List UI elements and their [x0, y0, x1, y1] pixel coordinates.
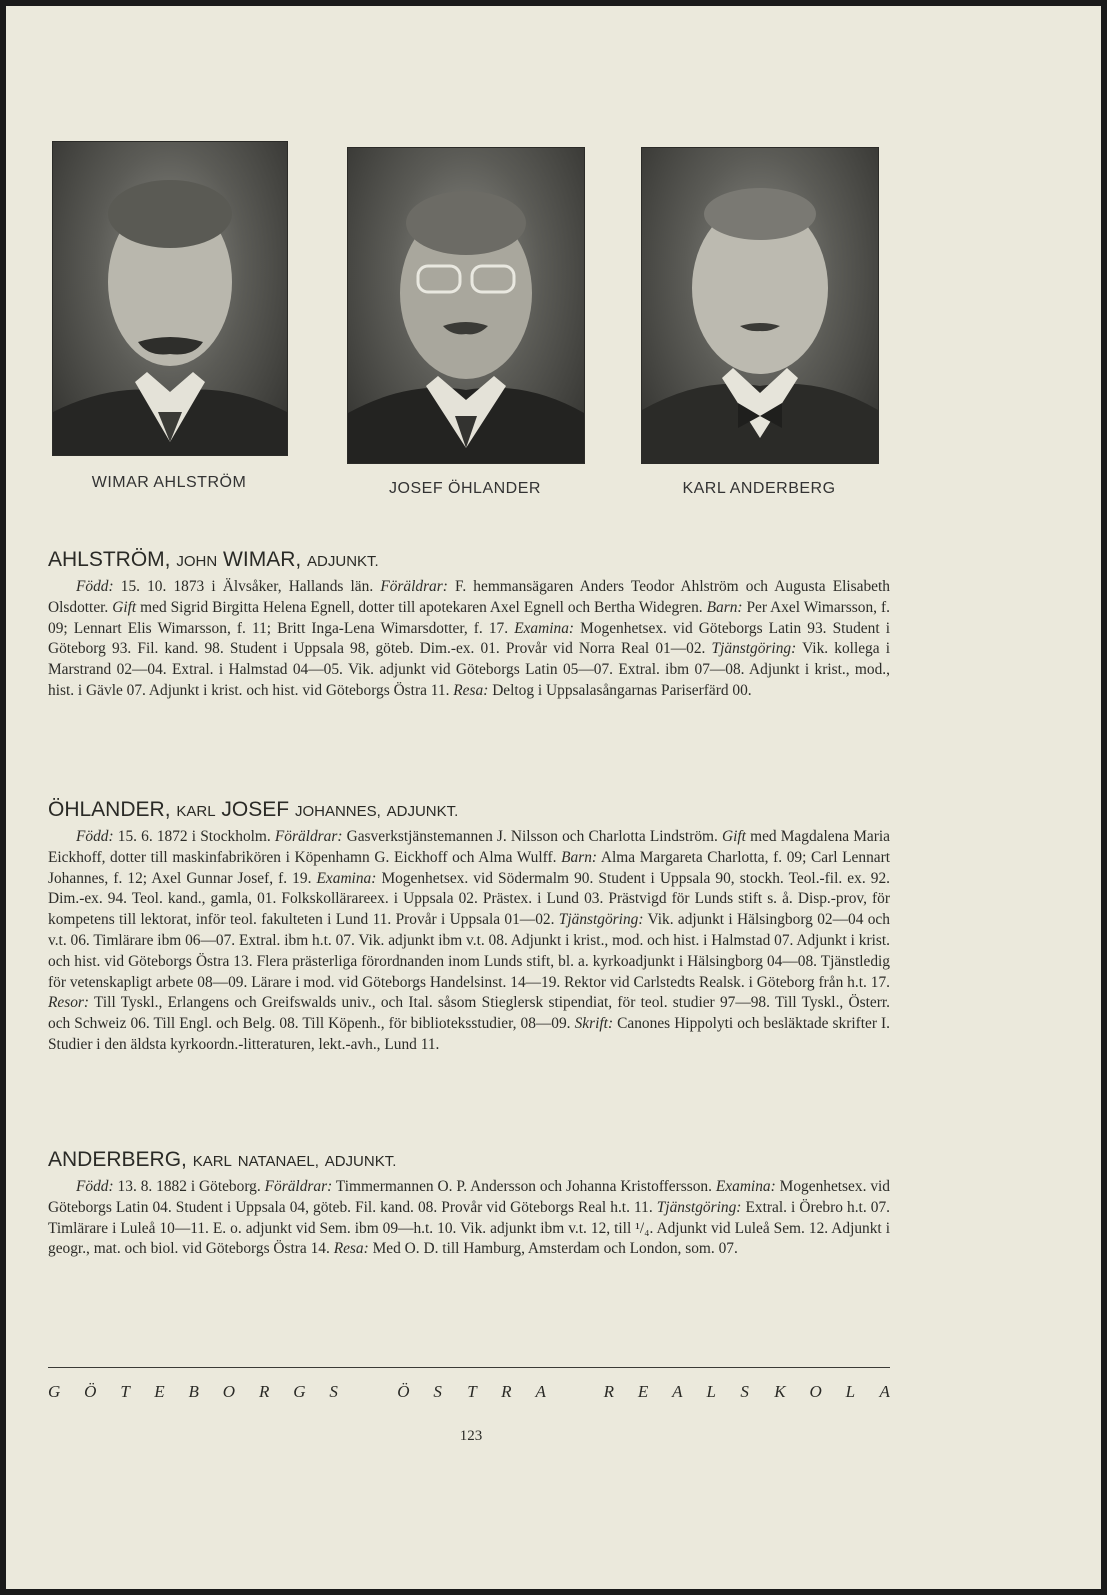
- label-examina: Examina:: [715, 1178, 776, 1195]
- label-barn: Barn:: [561, 848, 598, 866]
- footer-letter: Ö: [397, 1382, 410, 1401]
- footer-letter: T: [120, 1382, 130, 1401]
- entry-body-ahlstrom: [48, 577, 890, 702]
- label-tjanstgoring: Tjänstgöring:: [711, 640, 797, 658]
- footer-letter: T: [467, 1382, 477, 1401]
- footer-letter: [570, 1382, 580, 1402]
- label-resor: Resor:: [48, 994, 90, 1012]
- text-resa: Med O. D. till Hamburg, Amsterdam och London, som. 07.: [372, 1240, 738, 1258]
- label-fodd: Född:: [76, 578, 114, 595]
- footer-letter: S: [740, 1382, 749, 1401]
- entry-body-ohlander: [48, 827, 890, 1056]
- running-footer: [48, 1382, 890, 1402]
- middle-name: NATANAEL,: [237, 1153, 319, 1170]
- label-tjanstgoring: Tjänstgöring:: [558, 911, 644, 929]
- label-gift: Gift: [112, 598, 137, 616]
- text-foraldrar: Gasverkstjänstemannen J. Nilsson och Charlotta Lindström.: [346, 828, 718, 845]
- label-resa: Resa:: [333, 1240, 369, 1258]
- footer-letter: S: [433, 1382, 442, 1401]
- text-barn: Alma Margareta Charlotta, f. 09; Carl Lennart Johannes, f. 12; Axel Gunnar Josef, f. 19.: [48, 848, 891, 887]
- footer-letter: R: [501, 1382, 512, 1401]
- title: ADJUNKT.: [307, 553, 379, 570]
- title: ADJUNKT.: [324, 1153, 397, 1170]
- footer-letter: E: [637, 1382, 649, 1401]
- given-name: KARL: [176, 803, 216, 820]
- text-fodd: 15. 6. 1872 i Stockholm.: [117, 828, 271, 845]
- text-gift: med Magdalena Maria Eickhoff, dotter till maskinfabrikören i Köpenhamn G. Eickhoff och Alma Wulff.: [48, 828, 890, 866]
- entry-heading-ohlander: [48, 798, 458, 822]
- label-barn: Barn:: [706, 598, 743, 616]
- portrait-photo-anderberg: [641, 147, 879, 464]
- text-gift: med Sigrid Birgitta Helena Egnell, dotter till apotekaren Axel Egnell och Bertha Widegren.: [140, 598, 703, 616]
- footer-letter: O: [809, 1382, 822, 1401]
- label-gift: Gift: [721, 828, 746, 845]
- entry-body-anderberg: [48, 1177, 890, 1260]
- label-fodd: Född:: [76, 828, 114, 845]
- portrait-caption: JOSEF ÖHLANDER: [389, 480, 541, 497]
- footer-letter: K: [774, 1382, 786, 1401]
- page-number: 123: [459, 1428, 483, 1444]
- footer-rule: [48, 1367, 890, 1368]
- footer-letter: [363, 1382, 373, 1402]
- surname: ÖHLANDER,: [48, 798, 171, 821]
- text-examina: Mogenhetsex. vid Södermalm 90. Student i Uppsala 90, stockh. Teol.-fil. ex. 92. Dim.-ex. 94. Teol. kand., gamla, 01. Folkskollärareex. i Uppsala 02. Prästex. i Lund 03. Prästvigd för Lunds stift s. å. Disp.-prov, för kompetens till lektorat, inför teol. fakulteten i Lund 11. Provår i Uppsala 01—02.: [48, 869, 890, 929]
- portrait-caption: WIMAR AHLSTRÖM: [91, 474, 247, 491]
- footer-letter: E: [154, 1382, 165, 1401]
- text-barn: Per Axel Wimarsson, f. 09; Lennart Elis Wimarsson, f. 11; Britt Inga-Lena Wimarsdotter, f. 17.: [48, 598, 890, 637]
- footer-letter: L: [706, 1382, 716, 1401]
- footer-letter: R: [258, 1382, 270, 1401]
- portrait-illustration: [642, 148, 878, 463]
- footer-letter: L: [845, 1382, 856, 1401]
- portrait-photo-ohlander: [347, 147, 585, 464]
- footer-letter: G: [293, 1382, 306, 1401]
- label-foraldrar: Föräldrar:: [274, 828, 343, 845]
- footer-letter: A: [879, 1382, 890, 1401]
- label-tjanstgoring: Tjänstgöring:: [656, 1198, 742, 1216]
- footer-letter: B: [188, 1382, 199, 1401]
- label-resa: Resa:: [453, 681, 489, 699]
- label-examina: Examina:: [316, 869, 377, 887]
- footer-letter: G: [48, 1382, 61, 1401]
- label-foraldrar: Föräldrar:: [380, 578, 448, 595]
- label-examina: Examina:: [514, 619, 575, 637]
- middle-name: JOHANNES,: [294, 803, 381, 820]
- call-name: WIMAR,: [223, 548, 302, 571]
- text-fodd: 15. 10. 1873 i Älvsåker, Hallands län.: [120, 578, 374, 595]
- book-page: [6, 6, 1101, 1589]
- entry-heading-anderberg: [48, 1148, 396, 1172]
- given-name: KARL: [192, 1153, 232, 1170]
- text-skrift: Canones Hippolyti och besläktade skrifter I. Studier i den äldsta kyrkoordn.-litteraturen, lekt.-avh., Lund 11.: [48, 1015, 890, 1053]
- surname: AHLSTRÖM,: [48, 548, 171, 571]
- text-resa: Deltog i Uppsalasångarnas Pariserfärd 00.: [492, 681, 752, 699]
- footer-letter: S: [329, 1382, 338, 1401]
- footer-letter: O: [222, 1382, 236, 1401]
- label-skrift: Skrift:: [574, 1015, 614, 1033]
- footer-letter: Ö: [84, 1382, 97, 1401]
- portrait-caption: KARL ANDERBERG: [682, 480, 836, 497]
- text-examina: Mogenhetsex. vid Göteborgs Latin 04. Student i Uppsala 04, göteb. Fil. kand. 08. Provår vid Göteborgs Real h.t. 11.: [48, 1178, 890, 1216]
- text-examina: Mogenhetsex. vid Göteborgs Latin 93. Student i Göteborg 93. Fil. kand. 98. Student i Uppsala 98, göteb. Dim.-ex. 01. Provår vid Norra Real 01—02.: [48, 619, 890, 658]
- portrait-photo-ahlstrom: [52, 141, 288, 456]
- portrait-illustration: [348, 148, 584, 463]
- label-fodd: Född:: [76, 1178, 114, 1195]
- footer-letter: R: [603, 1382, 614, 1401]
- footer-letter: A: [535, 1382, 546, 1401]
- portrait-illustration: [53, 142, 287, 455]
- given-name: JOHN: [176, 553, 218, 570]
- text-foraldrar: F. hemmansägaren Anders Teodor Ahlström och Augusta Elisabeth Olsdotter.: [48, 578, 890, 616]
- label-foraldrar: Föräldrar:: [264, 1178, 333, 1195]
- entry-heading-ahlstrom: [48, 548, 379, 572]
- surname: ANDERBERG,: [48, 1148, 187, 1171]
- text-fodd: 13. 8. 1882 i Göteborg.: [117, 1178, 261, 1195]
- title: ADJUNKT.: [386, 803, 459, 820]
- text-tjanstgoring: Vik. kollega i Marstrand 02—04. Extral. i Halmstad 04—05. Vik. adjunkt vid Göteborgs Latin 05—07. Extral. ibm 07—08. Adjunkt i krist., mod., hist. i Gävle 07. Adjunkt i krist. och hist. vid Göteborgs Östra 11.: [48, 640, 891, 699]
- text-resor: Till Tyskl., Erlangens och Greifswalds univ., och Ital. såsom Stieglersk stipendiat, för teol. studier 97—98. Till Tyskl., Österr. och Schweiz 06. Till Engl. och Belg. 08. Till Köpenh., för biblioteksstudier, 08—09.: [48, 994, 890, 1033]
- call-name: JOSEF: [221, 798, 290, 821]
- text-foraldrar: Timmermannen O. P. Andersson och Johanna Kristoffersson.: [335, 1178, 712, 1195]
- text-tjanstgoring: Vik. adjunkt i Hälsingborg 02—04 och v.t. 06. Timlärare ibm 06—07. Extral. ibm h.t. 07. Vik. adjunkt ibm v.t. 08. Adjunkt i krist., mod. och hist. i Halmstad 07. Adjunkt i krist. och hist. vid Göteborgs Östra 13. Flera prästerliga förordnanden inom Lunds stift, bl. a. kyrkoadjunkt i Hälsingborg 04—08. Tjänstledig för vetenskapligt arbete 08—09. Lärare i mod. vid Göteborgs Handelsinst. 14—19. Rektor vid Carlstedts Realsk. i Göteborg från h.t. 17.: [48, 911, 890, 991]
- footer-letter: A: [672, 1382, 683, 1401]
- text-tjanstgoring: Extral. i Örebro h.t. 07. Timlärare i Luleå 10—11. E. o. adjunkt vid Sem. ibm 09—h.t. 10. Vik. adjunkt ibm v.t. 12, till ¹/₄. Adjunkt vid Luleå Sem. 12. Adjunkt i geogr., mat. och biol. vid Göteborgs Östra 14.: [48, 1198, 890, 1258]
